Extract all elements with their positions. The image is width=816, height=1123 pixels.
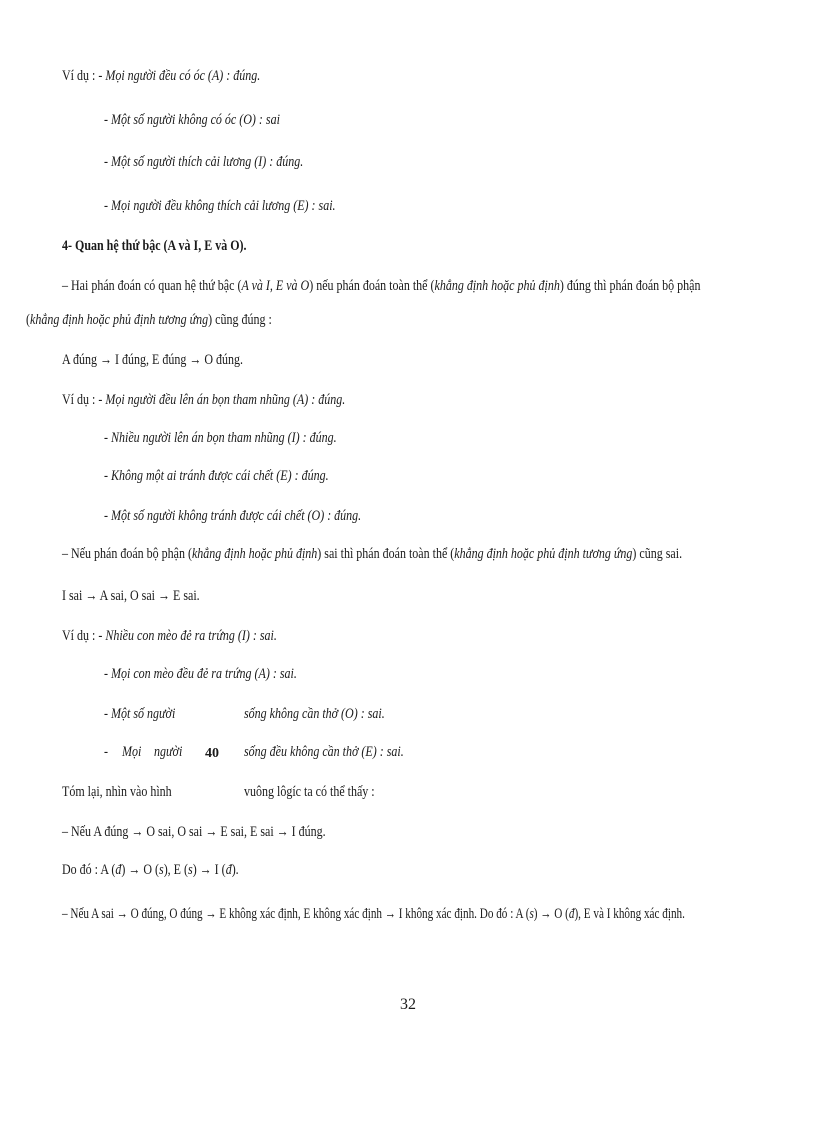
example-text: - Mọi người đều lên án bọn tham nhũng (A) : đúng. [98,392,346,408]
text-run: khẳng định hoặc phủ định [191,546,318,562]
text-run: đ [225,862,232,878]
text-run: ), E ( [163,862,189,878]
text-run: ( [26,312,30,328]
section-heading: 4- Quan hệ thứ bậc (A và I, E và O). [62,238,247,254]
example-3-item-3a: - Một số người [104,706,176,722]
text-run: ) cũng sai. [632,546,683,562]
example-3-item-4-word1: Mọi [122,744,142,760]
text-run: ) cũng đúng : [208,312,272,328]
text-run: – Hai phán đoán có quan hệ thứ bậc ( [62,278,242,294]
summary-part-2: vuông lôgíc ta có thể thấy : [244,784,375,800]
example-3-item-4-rest: sống đều không cần thở (E) : sai. [244,744,404,760]
example-3-item-4-dash: - [104,744,108,760]
example-3-line [62,626,277,646]
example-2-line [62,390,345,410]
paragraph-1-line-1 [62,276,700,296]
example-label: Ví dụ : [62,68,99,84]
text-run: ) sai thì phán đoán toàn thể ( [317,546,455,562]
paragraph-1-line-2 [26,310,272,330]
example-3-item-3b: sống không cần thở (O) : sai. [244,706,385,722]
example-2-item-3: - Không một ai tránh được cái chết (E) : đúng. [104,468,329,484]
example-3-item-4-word2: người [154,744,183,760]
example-1-item-4: - Mọi người đều không thích cải lương (E) : sai. [104,198,336,214]
text-run: ). [231,862,239,878]
text-run: ) → I ( [192,862,226,878]
text-run: đ [115,862,122,878]
text-run: ) đúng thì phán đoán bộ phận [559,278,701,294]
overlay-number: 40 [205,746,219,761]
text-run: s [159,862,164,878]
example-label: Ví dụ : [62,392,99,408]
formula-3: – Nếu A đúng → O sai, O sai → E sai, E sai → I đúng. [62,824,326,840]
text-run: đ [568,906,575,922]
example-2-item-2: - Nhiều người lên án bọn tham nhũng (I) : đúng. [104,430,337,446]
formula-2: I sai → A sai, O sai → E sai. [62,588,200,604]
text-run: – Nếu phán đoán bộ phận ( [62,546,192,562]
text-run: Do đó : A ( [62,862,116,878]
example-text: - Mọi người đều có óc (A) : đúng. [98,68,261,84]
text-run: ), E và I không xác định. [574,906,685,922]
formula-1: A đúng → I đúng, E đúng → O đúng. [62,352,243,368]
text-run: s [188,862,193,878]
paragraph-2 [62,544,682,564]
summary-part-1: Tóm lại, nhìn vào hình [62,784,172,800]
text-run: ) → O ( [121,862,160,878]
example-1-item-3: - Một số người thích cải lương (I) : đúng. [104,154,304,170]
text-run: s [529,906,534,922]
example-3-item-2: - Mọi con mèo đều đẻ ra trứng (A) : sai. [104,666,297,682]
text-run: A và I, E và O [241,278,310,294]
formula-5 [62,904,685,924]
example-label: Ví dụ : [62,628,99,644]
text-run: ) nếu phán đoán toàn thể ( [309,278,435,294]
text-run: – Nếu A sai → O đúng, O đúng → E không xác định, E không xác định → I không xác định. Do đó : A ( [62,906,530,922]
formula-4 [62,860,239,880]
text-run: khẳng định hoặc phủ định [434,278,560,294]
example-text: - Nhiều con mèo đẻ ra trứng (I) : sai. [98,628,277,644]
page-number: 32 [400,996,416,1013]
text-run: khẳng định hoặc phủ định tương ứng [454,546,633,562]
example-1-item-2: - Một số người không có óc (O) : sai [104,112,280,128]
example-1-line [62,66,260,86]
text-run: ) → O ( [533,906,569,922]
example-2-item-4: - Một số người không tránh được cái chết (O) : đúng. [104,508,362,524]
text-run: khẳng định hoặc phủ định tương ứng [30,312,209,328]
